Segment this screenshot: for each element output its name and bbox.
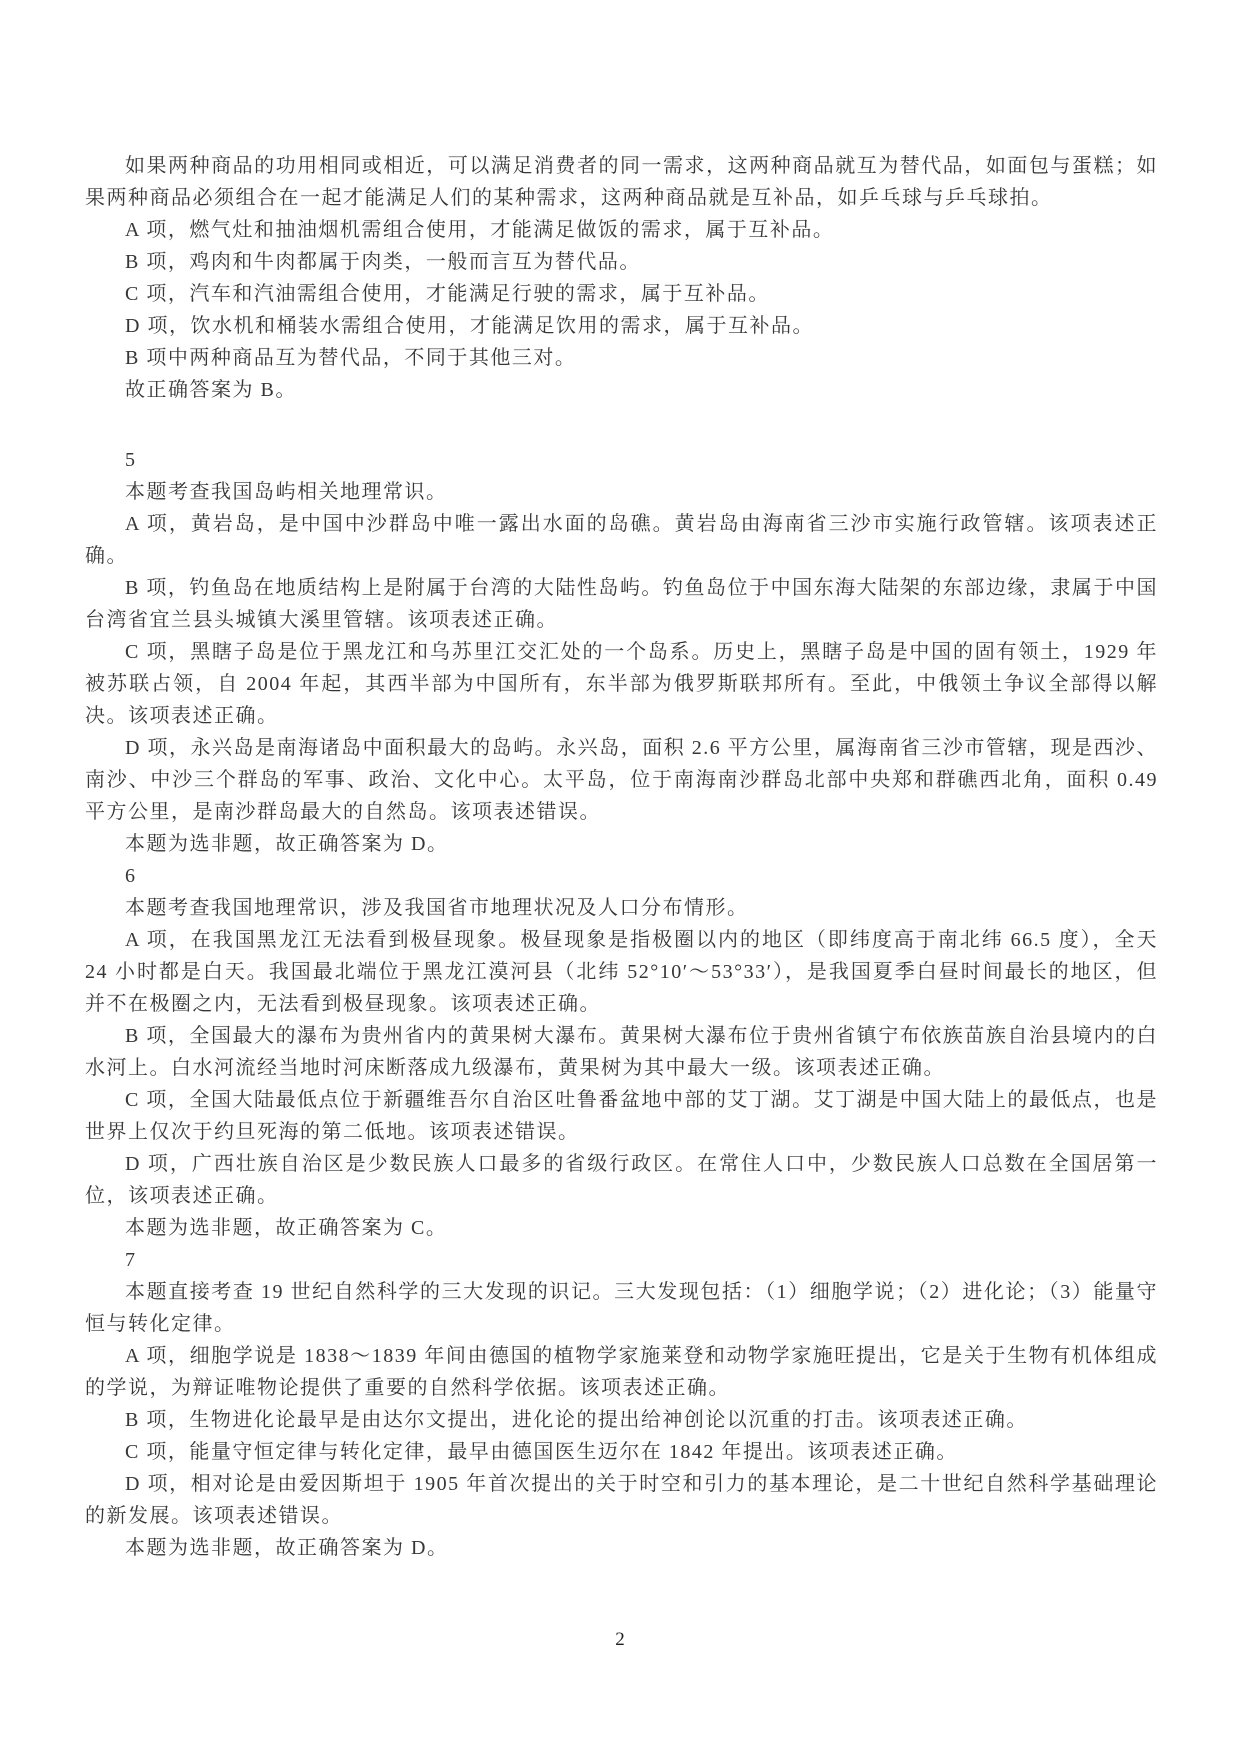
page-number: 2 xyxy=(615,1629,625,1650)
answer7-intro: 本题直接考查 19 世纪自然科学的三大发现的识记。三大发现包括：（1）细胞学说；（2）进化论；（3）能量守恒与转化定律。 xyxy=(85,1281,1158,1335)
answer5-option-c-analysis: C 项，黑瞎子岛是位于黑龙江和乌苏里江交汇处的一个岛系。历史上，黑瞎子岛是中国的固有领土，1929 年被苏联占领，自 2004 年起，其西半部为中国所有，东半部为俄罗斯联邦所有。至此，中俄领土争议全部得以解决。该项表述正确。 xyxy=(85,641,1158,727)
answer5-option-a-analysis: A 项，黄岩岛，是中国中沙群岛中唯一露出水面的岛礁。黄岩岛由海南省三沙市实施行政管辖。该项表述正确。 xyxy=(85,513,1158,567)
answer4-option-a-analysis: A 项，燃气灶和抽油烟机需组合使用，才能满足做饭的需求，属于互补品。 xyxy=(125,219,835,241)
answer5-option-b-analysis: B 项，钓鱼岛在地质结构上是附属于台湾的大陆性岛屿。钓鱼岛位于中国东海大陆架的东部边缘，隶属于中国台湾省宜兰县头城镇大溪里管辖。该项表述正确。 xyxy=(85,577,1158,631)
question-6-number: 6 xyxy=(125,865,135,887)
answer7-option-a-analysis: A 项，细胞学说是 1838～1839 年间由德国的植物学家施莱登和动物学家施旺提出，它是关于生物有机体组成的学说，为辩证唯物论提供了重要的自然科学依据。该项表述正确。 xyxy=(85,1345,1158,1399)
answer5-conclusion: 本题为选非题，故正确答案为 D。 xyxy=(125,833,449,855)
answer6-option-c-analysis: C 项，全国大陆最低点位于新疆维吾尔自治区吐鲁番盆地中部的艾丁湖。艾丁湖是中国大陆上的最低点，也是世界上仅次于约旦死海的第二低地。该项表述错误。 xyxy=(85,1089,1158,1143)
answer4-option-c-analysis: C 项，汽车和汽油需组合使用，才能满足行驶的需求，属于互补品。 xyxy=(125,283,770,305)
answer7-conclusion: 本题为选非题，故正确答案为 D。 xyxy=(125,1537,449,1559)
question-7-number: 7 xyxy=(125,1249,135,1271)
answer5-intro: 本题考查我国岛屿相关地理常识。 xyxy=(125,481,448,503)
answer6-intro: 本题考查我国地理常识，涉及我国省市地理状况及人口分布情形。 xyxy=(125,897,749,919)
answer6-option-a-analysis: A 项，在我国黑龙江无法看到极昼现象。极昼现象是指极圈以内的地区（即纬度高于南北纬 66.5 度），全天 24 小时都是白天。我国最北端位于黑龙江漠河县（北纬 52°10′～53°33′），是我国夏季白昼时间最长的地区，但并不在极圈之内，无法看到极昼现象。该项表述正确。 xyxy=(85,929,1158,1015)
question-5-number: 5 xyxy=(125,449,135,471)
answer5-option-d-analysis: D 项，永兴岛是南海诸岛中面积最大的岛屿。永兴岛，面积 2.6 平方公里，属海南省三沙市管辖，现是西沙、南沙、中沙三个群岛的军事、政治、文化中心。太平岛，位于南海南沙群岛北部中央郑和群礁西北角，面积 0.49 平方公里，是南沙群岛最大的自然岛。该项表述错误。 xyxy=(85,737,1158,823)
answer-section-7 xyxy=(85,1244,1158,1564)
answer-section-5 xyxy=(85,444,1158,860)
answer-section-6 xyxy=(85,860,1158,1244)
answer4-comparison-note: B 项中两种商品互为替代品，不同于其他三对。 xyxy=(125,347,577,369)
answer4-option-b-analysis: B 项，鸡肉和牛肉都属于肉类，一般而言互为替代品。 xyxy=(125,251,641,273)
answer6-conclusion: 本题为选非题，故正确答案为 C。 xyxy=(125,1217,448,1239)
answer4-definition-paragraph: 如果两种商品的功用相同或相近，可以满足消费者的同一需求，这两种商品就互为替代品，如面包与蛋糕；如果两种商品必须组合在一起才能满足人们的某种需求，这两种商品就是互补品，如乒乓球与乒乓球拍。 xyxy=(85,155,1158,209)
answer6-option-b-analysis: B 项，全国最大的瀑布为贵州省内的黄果树大瀑布。黄果树大瀑布位于贵州省镇宁布依族苗族自治县境内的白水河上。白水河流经当地时河床断落成九级瀑布，黄果树为其中最大一级。该项表述正确。 xyxy=(85,1025,1158,1079)
answer7-option-c-analysis: C 项，能量守恒定律与转化定律，最早由德国医生迈尔在 1842 年提出。该项表述正确。 xyxy=(125,1441,958,1463)
answer4-option-d-analysis: D 项，饮水机和桶装水需组合使用，才能满足饮用的需求，属于互补品。 xyxy=(125,315,814,337)
answer-section-4-continued xyxy=(85,150,1158,406)
answer7-option-b-analysis: B 项，生物进化论最早是由达尔文提出，进化论的提出给神创论以沉重的打击。该项表述正确。 xyxy=(125,1409,1028,1431)
document-body xyxy=(85,150,1158,1564)
answer7-option-d-analysis: D 项，相对论是由爱因斯坦于 1905 年首次提出的关于时空和引力的基本理论，是二十世纪自然科学基础理论的新发展。该项表述错误。 xyxy=(85,1473,1158,1527)
answer4-conclusion: 故正确答案为 B。 xyxy=(125,379,297,401)
answer6-option-d-analysis: D 项，广西壮族自治区是少数民族人口最多的省级行政区。在常住人口中，少数民族人口总数在全国居第一位，该项表述正确。 xyxy=(85,1153,1158,1207)
